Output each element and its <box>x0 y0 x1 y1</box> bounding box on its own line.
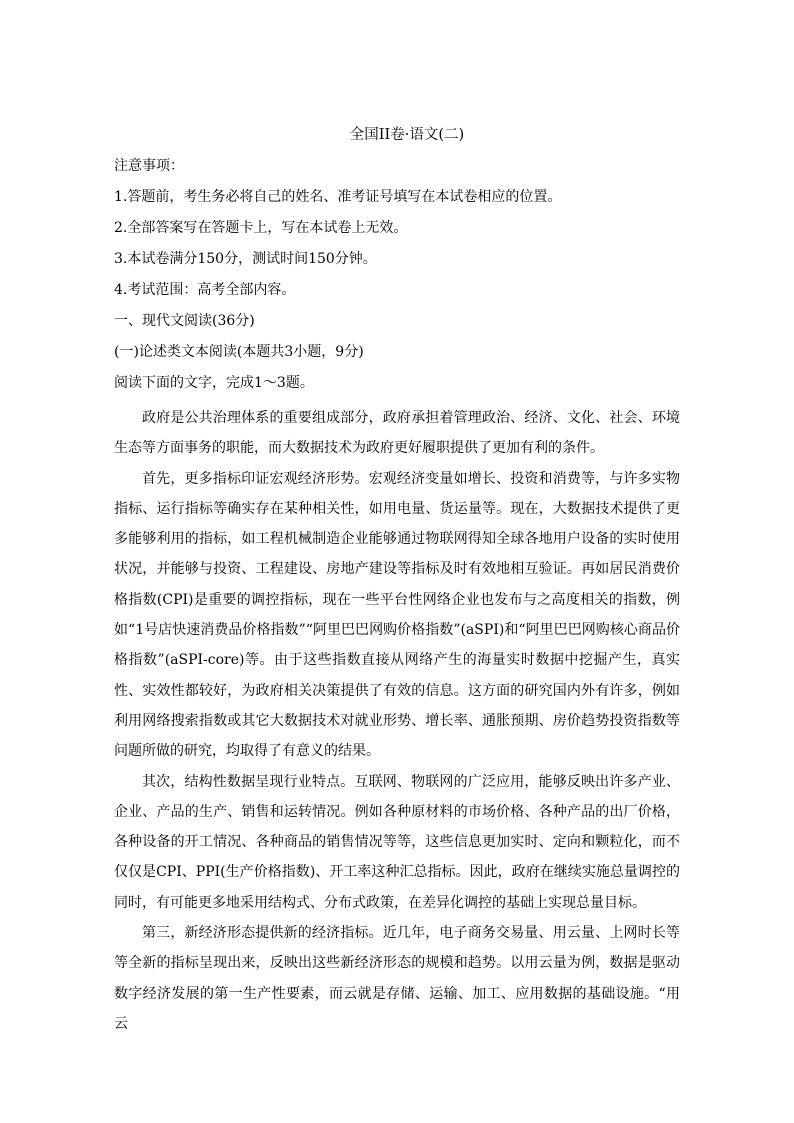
notice-item-1: 1.答题前，考生务必将自己的姓名、准考证号填写在本试卷相应的位置。 <box>114 189 562 205</box>
reading-passage <box>114 403 680 1039</box>
notice-item-2: 2.全部答案写在答题卡上，写在本试卷上无效。 <box>114 220 408 236</box>
passage-paragraph-1: 政府是公共治理体系的重要组成部分，政府承担着管理政治、经济、文化、社会、环境生态等方面事务的职能，而大数据技术为政府更好履职提供了更加有利的条件。 <box>114 410 680 457</box>
section-heading: 一、现代文阅读(36分) <box>114 313 255 329</box>
notice-heading: 注意事项： <box>114 158 184 174</box>
notice-item-3: 3.本试卷满分150分，测试时间150分钟。 <box>114 251 377 267</box>
subsection-heading: (一)论述类文本阅读(本题共3小题，9分) <box>114 344 364 360</box>
notice-item-4: 4.考试范围：高考全部内容。 <box>114 282 296 298</box>
reading-instruction: 阅读下面的文字，完成1～3题。 <box>114 375 314 391</box>
exam-title: 全国II卷·语文(二) <box>349 127 465 143</box>
exam-page <box>114 124 680 1039</box>
passage-paragraph-4: 第三，新经济形态提供新的经济指标。近几年，电子商务交易量、用云量、上网时长等等全新的指标呈现出来，反映出这些新经济形态的规模和趋势。以用云量为例，数据是驱动数字经济发展的第一生产性要素，而云就是存储、运输、加工、应用数据的基础设施。“用云 <box>114 925 680 1032</box>
passage-paragraph-3: 其次，结构性数据呈现行业特点。互联网、物联网的广泛应用，能够反映出许多产业、企业、产品的生产、销售和运转情况。例如各种原材料的市场价格、各种产品的出厂价格，各种设备的开工情况、各种商品的销售情况等等，这些信息更加实时、定向和颗粒化，而不仅仅是CPI、PPI(生产价格指数)、开工率这种汇总指标。因此，政府在继续实施总量调控的同时，有可能更多地采用结构式、分布式政策，在差异化调控的基础上实现总量目标。 <box>114 773 680 911</box>
passage-paragraph-2: 首先，更多指标印证宏观经济形势。宏观经济变量如增长、投资和消费等，与许多实物指标、运行指标等确实存在某种相关性，如用电量、货运量等。现在，大数据技术提供了更多能够利用的指标，如工程机械制造企业能够通过物联网得知全球各地用户设备的实时使用状况，并能够与投资、工程建设、房地产建设等指标及时有效地相互验证。再如居民消费价格指数(CPI)是重要的调控指标，现在一些平台性网络企业也发布与之高度相关的指数，例如“1号店快速消费品价格指数”“阿里巴巴网购价格指数”(aSPI)和“阿里巴巴网购核心商品价格指数”(aSPI-core)等。由于这些指数直接从网络产生的海量实时数据中挖掘产生，真实性、实效性都较好，为政府相关决策提供了有效的信息。这方面的研究国内外有许多，例如利用网络搜索指数或其它大数据技术对就业形势、增长率、通胀预期、房价趋势投资指数等问题所做的研究，均取得了有意义的结果。 <box>114 470 680 760</box>
